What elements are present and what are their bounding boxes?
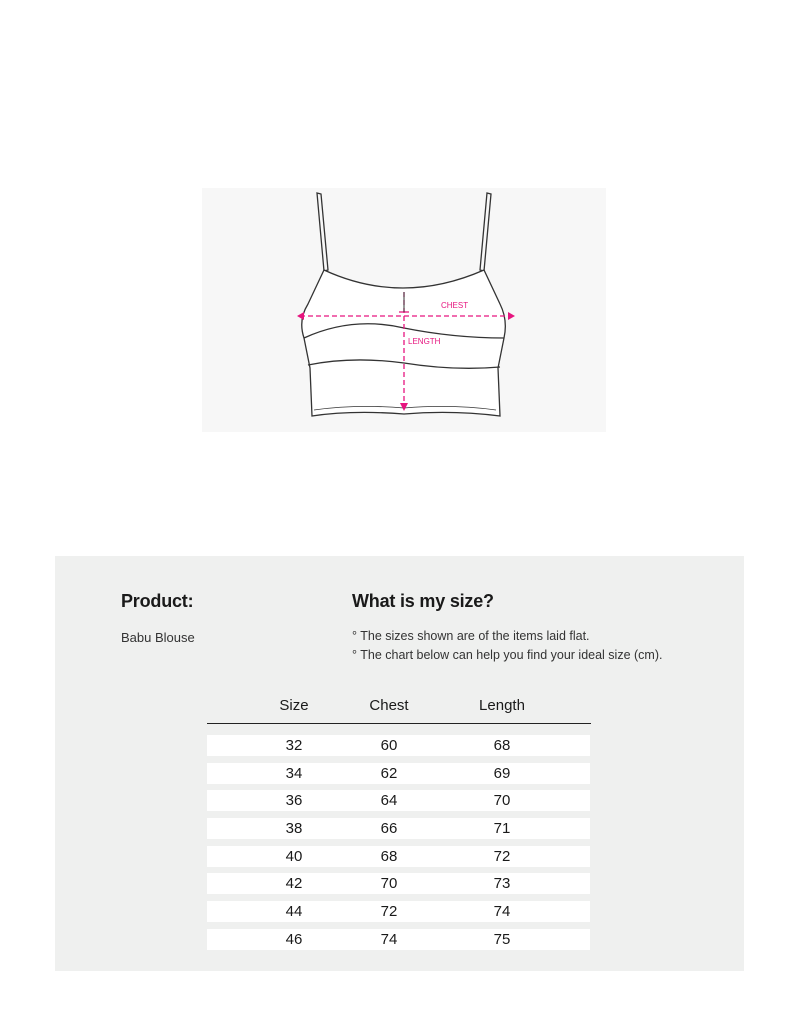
chest-arrow-left	[297, 312, 304, 320]
table-row	[207, 818, 590, 839]
size-table	[207, 694, 591, 957]
length-cell: 74	[493, 903, 511, 921]
header-length: Length	[479, 697, 525, 714]
chest-cell: 74	[380, 930, 398, 948]
table-row	[207, 846, 590, 867]
size-cell: 42	[285, 875, 303, 893]
garment-measurement-diagram	[202, 188, 606, 432]
chest-label: CHEST	[441, 301, 469, 310]
table-row	[207, 790, 590, 811]
right-strap	[480, 193, 491, 271]
table-row	[207, 873, 590, 894]
length-cell: 72	[493, 847, 511, 865]
length-cell: 70	[493, 792, 511, 810]
product-name: Babu Blouse	[121, 630, 195, 645]
chest-arrow-right	[508, 312, 515, 320]
table-row	[207, 901, 590, 922]
chest-cell: 72	[380, 903, 398, 921]
chest-cell: 64	[380, 792, 398, 810]
size-cell: 46	[285, 930, 303, 948]
size-cell: 38	[285, 820, 303, 838]
table-row	[207, 735, 590, 756]
length-cell: 75	[493, 930, 511, 948]
length-cell: 71	[493, 820, 511, 838]
chest-cell: 62	[380, 764, 398, 782]
chest-cell: 68	[380, 847, 398, 865]
header-chest: Chest	[369, 697, 409, 714]
size-cell: 36	[285, 792, 303, 810]
header-size: Size	[279, 697, 309, 714]
left-strap	[317, 193, 328, 271]
size-guide-panel	[55, 556, 744, 971]
size-cell: 32	[285, 737, 303, 754]
length-cell: 73	[493, 875, 511, 893]
length-label: LENGTH	[408, 337, 441, 346]
size-table-header	[207, 694, 591, 724]
size-cell: 40	[285, 847, 303, 865]
size-cell: 34	[285, 764, 303, 782]
size-heading: What is my size?	[352, 591, 494, 611]
chest-cell: 70	[380, 875, 398, 893]
crop-top-illustration	[202, 188, 606, 432]
size-note: ° The chart below can help you find your ideal size (cm).	[352, 648, 663, 662]
product-heading: Product:	[121, 591, 194, 611]
size-cell: 44	[285, 903, 303, 921]
length-cell: 68	[493, 737, 511, 754]
chest-cell: 60	[380, 737, 398, 754]
table-row	[207, 929, 590, 950]
chest-cell: 66	[380, 820, 398, 838]
size-note: ° The sizes shown are of the items laid flat.	[352, 629, 590, 643]
table-row	[207, 763, 590, 784]
length-cell: 69	[493, 764, 511, 782]
